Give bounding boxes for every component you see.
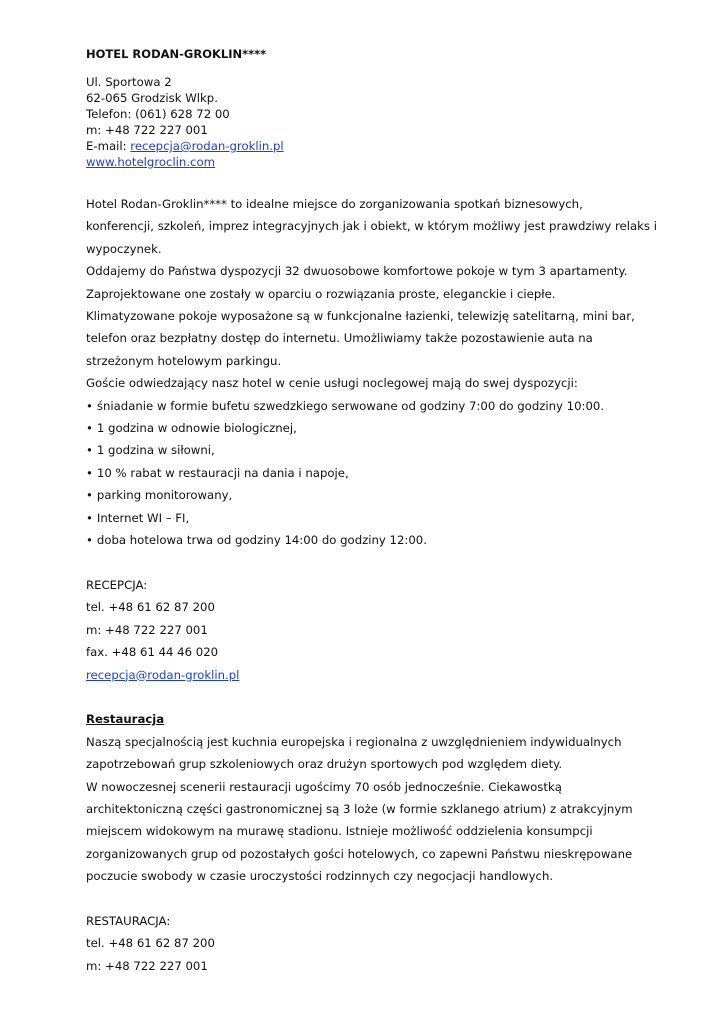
amenity-item: • 1 godzina w siłowni,: [86, 439, 656, 461]
intro-line: wypoczynek.: [86, 241, 162, 256]
reception-label: RECEPCJA:: [86, 577, 148, 592]
address-city: 62-065 Grodzisk Wlkp.: [86, 91, 218, 105]
restaurant-line: architektoniczną części gastronomicznej są 3 loże (w formie szklanego atrium) z atrakcyjnym: [86, 801, 633, 816]
website-link[interactable]: www.hotelgroclin.com: [86, 155, 216, 169]
restaurant-line: W nowoczesnej scenerii restauracji ugościmy 70 osób jednocześnie. Ciekawostką: [86, 779, 562, 794]
restaurant-line: zapotrzebowań grup szkoleniowych oraz drużyn sportowych pod względem diety.: [86, 757, 563, 772]
address-website-line: [86, 154, 656, 170]
amenity-item: • parking monitorowany,: [86, 484, 656, 506]
intro-line: telefon oraz bezpłatny dostęp do internetu. Umożliwiamy także pozostawienie auta na: [86, 331, 593, 346]
restaurant-contact-label: RESTAURACJA:: [86, 913, 171, 928]
intro-section: [86, 193, 656, 977]
intro-line: Goście odwiedzający nasz hotel w cenie usługi noclegowej mają do swej dyspozycji:: [86, 376, 578, 391]
amenity-item: • 1 godzina w odnowie biologicznej,: [86, 417, 656, 439]
reception-email-line: [86, 664, 656, 686]
reception-tel: tel. +48 61 62 87 200: [86, 600, 215, 615]
amenity-item: • doba hotelowa trwa od godziny 14:00 do godziny 12:00.: [86, 529, 656, 551]
restaurant-mobile: m: +48 722 227 001: [86, 958, 208, 973]
reception-mobile: m: +48 722 227 001: [86, 622, 208, 637]
intro-line: strzeżonym hotelowym parkingu.: [86, 353, 282, 368]
address-email-line: [86, 138, 656, 154]
intro-line: konferencji, szkoleń, imprez integracyjnych jak i obiekt, w którym możliwy jest prawdziwy relaks i: [86, 219, 657, 234]
amenity-item: • Internet WI – FI,: [86, 507, 656, 529]
address-email-label: E-mail:: [86, 139, 131, 153]
address-phone: Telefon: (061) 628 72 00: [86, 107, 230, 121]
intro-line: Klimatyzowane pokoje wyposażone są w funkcjonalne łazienki, telewizję satelitarną, mini bar,: [86, 309, 635, 324]
restaurant-tel: tel. +48 61 62 87 200: [86, 936, 215, 951]
reception-fax: fax. +48 61 44 46 020: [86, 645, 219, 660]
intro-line: Hotel Rodan-Groklin**** to idealne miejsce do zorganizowania spotkań biznesowych,: [86, 197, 583, 211]
intro-line: Oddajemy do Państwa dyspozycji 32 dwuosobowe komfortowe pokoje w tym 3 apartamenty.: [86, 264, 628, 279]
reception-email-link[interactable]: recepcja@rodan-groklin.pl: [86, 667, 240, 682]
address-email-link[interactable]: recepcja@rodan-groklin.pl: [130, 139, 284, 153]
hotel-title: HOTEL RODAN-GROKLIN****: [86, 47, 267, 61]
restaurant-line: Naszą specjalnością jest kuchnia europejska i regionalna z uwzględnieniem indywidualnych: [86, 734, 622, 749]
address-mobile: m: +48 722 227 001: [86, 123, 208, 137]
address-street: Ul. Sportowa 2: [86, 75, 172, 89]
amenity-item: • śniadanie w formie bufetu szwedzkiego serwowane od godziny 7:00 do godziny 10:00.: [86, 395, 656, 417]
address-block: [86, 74, 656, 170]
document-page: [86, 46, 656, 977]
intro-line: Zaprojektowane one zostały w oparciu o rozwiązania proste, eleganckie i ciepłe.: [86, 286, 556, 301]
amenity-item: • 10 % rabat w restauracji na dania i napoje,: [86, 462, 656, 484]
restaurant-line: zorganizowanych grup od pozostałych gości hotelowych, co zapewni Państwu nieskrępowane: [86, 846, 633, 861]
restaurant-heading: Restauracja: [86, 712, 165, 727]
restaurant-line: poczucie swobody w czasie uroczystości rodzinnych czy negocjacji handlowych.: [86, 869, 554, 884]
restaurant-line: miejscem widokowym na murawę stadionu. Istnieje możliwość oddzielenia konsumpcji: [86, 824, 593, 839]
